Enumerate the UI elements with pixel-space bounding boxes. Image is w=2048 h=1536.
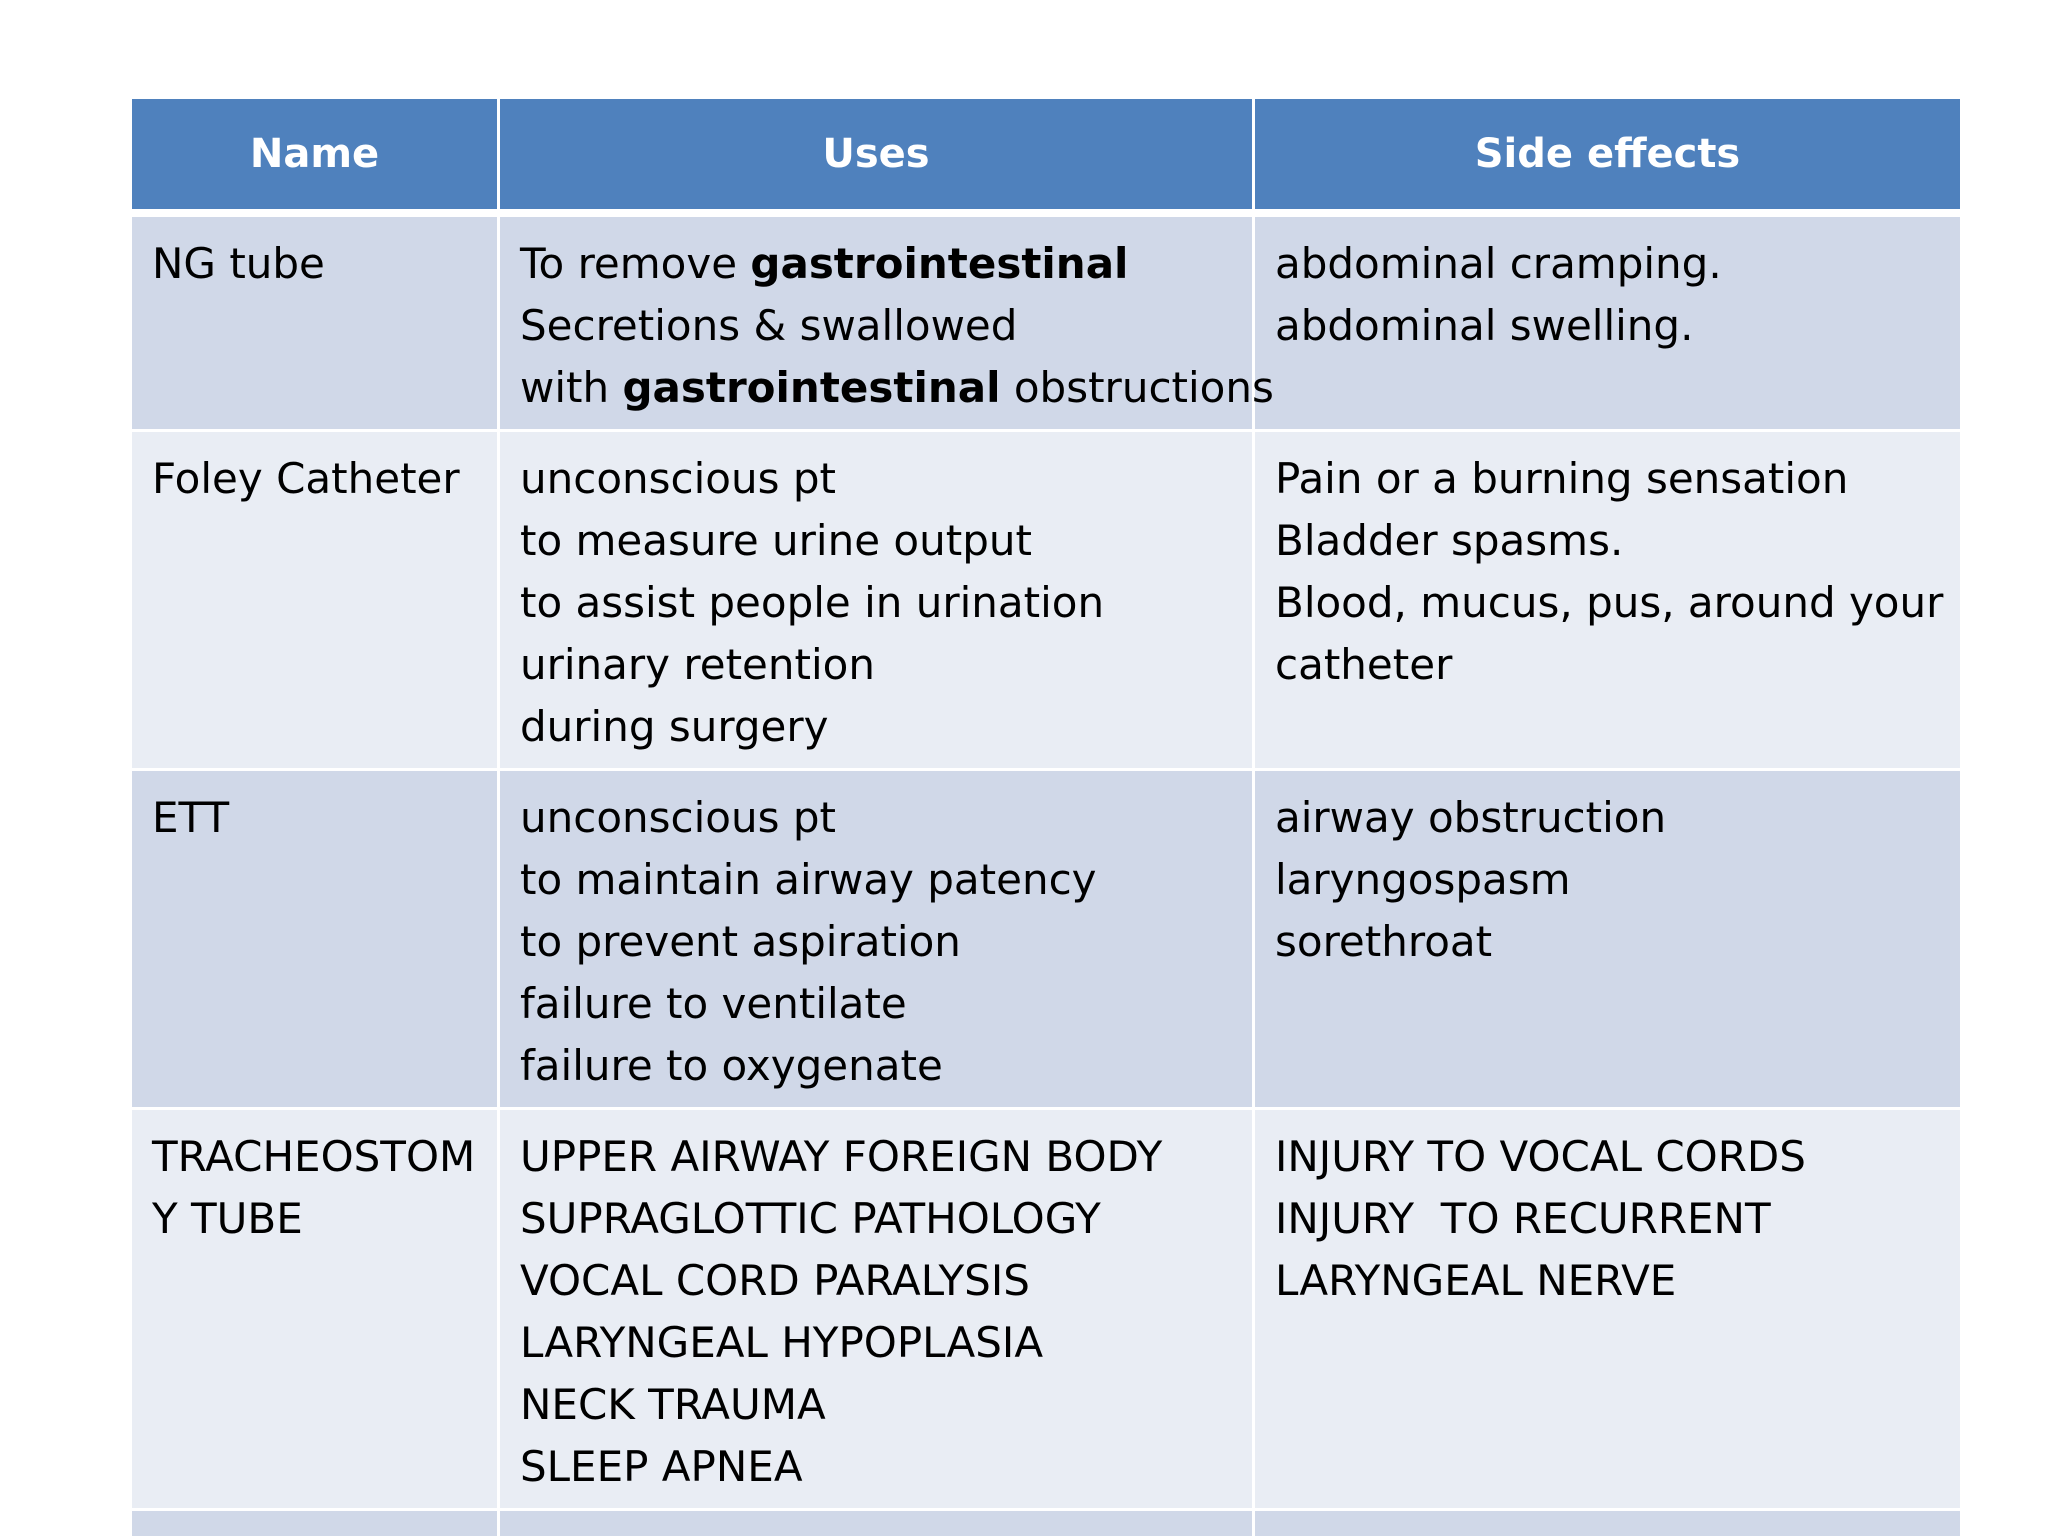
table-row [131, 770, 1962, 1109]
side-effects-cell [1254, 213, 1962, 431]
uses-cell [499, 431, 1254, 770]
device-name [131, 431, 499, 770]
side-effect-line: airway obstruction [1275, 793, 1667, 842]
use-line: failure to ventilate [520, 979, 907, 1028]
use-line: NECK TRAUMA [520, 1380, 826, 1429]
device-name-text: Foley Catheter [152, 454, 460, 503]
use-text: To remove [520, 239, 751, 288]
header-side-effects: Side effects [1254, 98, 1962, 214]
use-line: to prevent aspiration [520, 917, 961, 966]
use-line: unconscious pt [520, 793, 836, 842]
use-line: to measure urine output [520, 516, 1032, 565]
empty-cell [131, 1510, 499, 1536]
side-effect-line: sorethroat [1275, 917, 1493, 966]
use-line: to maintain airway patency [520, 855, 1097, 904]
table-header-row [131, 98, 1962, 214]
header-uses: Uses [499, 98, 1254, 214]
table-row [131, 213, 1962, 431]
side-effect-line: Blood, mucus, pus, around your [1275, 578, 1944, 627]
uses-cell [499, 1109, 1254, 1510]
side-effect-line: laryngospasm [1275, 855, 1571, 904]
use-text-bold: gastrointestinal [750, 239, 1129, 288]
table-row [131, 431, 1962, 770]
use-line: unconscious pt [520, 454, 836, 503]
use-text: Secretions & swallowed [520, 301, 1018, 350]
side-effect-line: abdominal swelling. [1275, 301, 1694, 350]
use-line [520, 295, 1234, 357]
use-line: SUPRAGLOTTIC PATHOLOGY [520, 1194, 1101, 1243]
empty-cell [499, 1510, 1254, 1536]
use-line: during surgery [520, 702, 829, 751]
side-effect-line: catheter [1275, 640, 1453, 689]
use-line: UPPER AIRWAY FOREIGN BODY [520, 1132, 1163, 1181]
table-row [131, 1109, 1962, 1510]
side-effect-line: INJURY TO VOCAL CORDS [1275, 1132, 1806, 1181]
use-text: with [520, 363, 623, 412]
device-name-text: TRACHEOSTOMY TUBE [152, 1132, 476, 1243]
side-effects-cell [1254, 770, 1962, 1109]
use-line: VOCAL CORD PARALYSIS [520, 1256, 1030, 1305]
side-effect-line: LARYNGEAL NERVE [1275, 1256, 1677, 1305]
use-line [520, 357, 1274, 419]
side-effect-line: INJURY TO RECURRENT [1275, 1194, 1771, 1243]
use-line: urinary retention [520, 640, 875, 689]
device-name [131, 213, 499, 431]
device-name-text: ETT [152, 793, 230, 842]
side-effect-line: Pain or a burning sensation [1275, 454, 1849, 503]
use-text-bold: gastrointestinal [622, 363, 1001, 412]
empty-cell [1254, 1510, 1962, 1536]
device-name [131, 1109, 499, 1510]
uses-cell [499, 770, 1254, 1109]
header-name: Name [131, 98, 499, 214]
side-effects-cell [1254, 1109, 1962, 1510]
use-line: SLEEP APNEA [520, 1442, 803, 1491]
device-name-text: NG tube [152, 239, 325, 288]
use-line: failure to oxygenate [520, 1041, 943, 1090]
side-effect-line: Bladder spasms. [1275, 516, 1624, 565]
use-line [520, 233, 1234, 295]
medical-devices-table [129, 96, 1963, 1536]
device-name [131, 770, 499, 1109]
side-effect-line: abdominal cramping. [1275, 239, 1722, 288]
use-text: obstructions [1000, 363, 1274, 412]
use-line: to assist people in urination [520, 578, 1105, 627]
table-row-empty [131, 1510, 1962, 1536]
uses-cell [499, 213, 1274, 431]
side-effects-cell [1254, 431, 1962, 770]
use-line: LARYNGEAL HYPOPLASIA [520, 1318, 1044, 1367]
